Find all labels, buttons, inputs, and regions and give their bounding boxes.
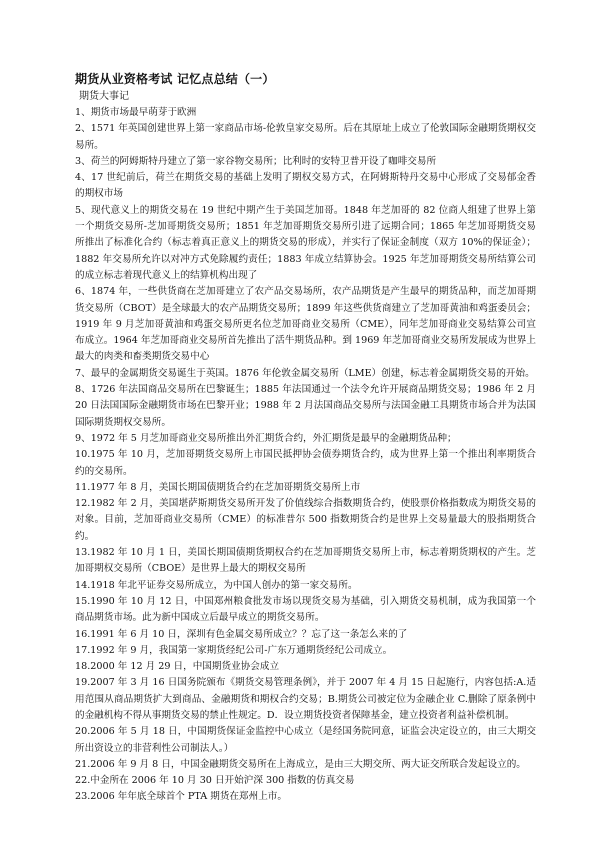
entry-21: 21.2006 年 9 月 8 日，中国金融期货交易所在上海成立，是由三大期交所、两大证交所联合发起设立的。 [75,758,526,770]
entry-17: 17.1992 年 9 月，我国第一家期货经纪公司-广东万通期货经纪公司成立。 [75,644,393,656]
entry-6: 6、1874 年，一些供货商在芝加哥建立了农产品交易场所，农产品期货是产生最早的期货品种，而芝加哥期货交易所（CBOT）是全球最大的农产品期货交易所；1899 年这些供货商建立了芝加哥黄油和鸡蛋委员会；1919 年 9 月芝加哥黄油和鸡蛋交易所更名位芝加哥商业交易所（CME），同年芝加哥商业交易结算公司宣布成立。1964 年芝加哥商业交易所首先推出了活牛期货品种。到 1969 年芝加哥商业交易所发展成为世界上最大的肉类和畜类期货交易中心 [75,286,536,363]
entry-12: 12.1982 年 2 月，美国堪萨斯期货交易所开发了价值线综合指数期货合约，使股票价格指数成为期货交易的对象。目前，芝加哥商业交易所（CME）的标准普尔 500 指数期货合约是世界上交易量最大的股指期货合约。 [75,498,536,542]
entry-11: 11.1977 年 8 月，美国长期国债期货合约在芝加哥期货交易所上市 [75,481,361,493]
entry-18: 18.2000 年 12 月 29 日，中国期货业协会成立 [75,661,280,673]
entry-7: 7、最早的金属期货交易诞生于英国。1876 年伦敦金属交易所（LME）创建，标志着金属期货交易的开始。 [75,367,535,379]
entry-16: 16.1991 年 6 月 10 日，深圳有色金属交易所成立？？忘了这一条怎么来的了 [75,628,408,640]
entry-8: 8、1726 年法国商品交易所在巴黎诞生；1885 年法国通过一个法令允许开展商品期货交易；1986 年 2 月 20 日法国国际金融期货市场在巴黎开业；1988 年 2 月法国商品交易所与法国金融工具期货市场合并为法国国际期货期权交易所。 [75,384,536,428]
entry-9: 9、1972 年 5 月芝加哥商业交易所推出外汇期货合约，外汇期货是最早的金融期货品种； [75,432,457,444]
entry-23: 23.2006 年年底全球首个 PTA 期货在郑州上市。 [75,791,287,803]
entry-1: 1、期货市场最早萌芽于欧洲 [75,107,197,118]
entry-22: 22.中金所在 2006 年 10 月 30 日开始沪深 300 指数的仿真交易 [75,775,355,787]
entry-14: 14.1918 年北平证券交易所成立，为中国人创办的第一家交易所。 [75,579,358,591]
entry-15: 15.1990 年 10 月 12 日，中国郑州粮食批发市场以现货交易为基础，引入期货交易机制，成为我国第一个商品期货市场。此为新中国成立后最早成立的期货交易所。 [75,595,536,624]
document-subtitle: 期货大事记 [79,91,129,102]
entry-2: 2、1571 年英国创建世界上第一家商品市场-伦敦皇家交易所。后在其原址上成立了伦敦国际金融期货期权交易所。 [75,123,536,151]
entry-3: 3、荷兰的阿姆斯特丹建立了第一家谷物交易所；比利时的安特卫普开设了咖啡交易所 [75,155,437,167]
entry-19: 19.2007 年 3 月 16 日国务院颁布《期货交易管理条例》，并于 2007 年 4 月 15 日起施行，内容包括:A.适用范围从商品期货扩大到商品、金融期货和期权合约交易；B.期货公司被定位为金融企业 C.删除了原条例中的金融机构不得从事期货交易的禁止性规定。D．设立期货投资者保障基金，建立投资者利益补偿机制。 [75,677,536,721]
entry-5: 5、现代意义上的期货交易在 19 世纪中期产生于美国芝加哥。1848 年芝加哥的 82 位商人组建了世界上第一个期货交易所-芝加哥期货交易所；1851 年芝加哥期货交易所引进了远期合同；1865 年芝加哥期货交易所推出了标准化合约（标志着真正意义上的期货交易的形成），并实行了保证金制度（双方 10%的保证金）；1882 年交易所允许以对冲方式免除履约责任；1883 年成立结算协会。1925 年芝加哥期货交易所结算公司的成立标志着现代意义上的结算机构出现了 [75,204,536,281]
entry-20: 20.2006 年 5 月 18 日，中国期货保证金监控中心成立（是经国务院同意，证监会决定设立的，由三大期交所出资设立的非营利性公司制法人。） [75,726,536,754]
entry-10: 10.1975 年 10 月，芝加哥期货交易所上市国民抵押协会债券期货合约，成为世界上第一个推出利率期货合约的交易所。 [75,449,536,477]
entry-4: 4、17 世纪前后，荷兰在期货交易的基础上发明了期权交易方式，在阿姆斯特丹交易中心形成了交易郁金香的期权市场 [75,172,536,200]
entry-list [75,105,536,806]
entry-13: 13.1982 年 10 月 1 日，美国长期国债期货期权合约在芝加哥期货交易所上市，标志着期货期权的产生。芝加哥期权交易所（CBOE）是世界上最大的期权交易所 [75,547,536,575]
document-title: 期货从业资格考试 记忆点总结（一） [75,72,275,86]
